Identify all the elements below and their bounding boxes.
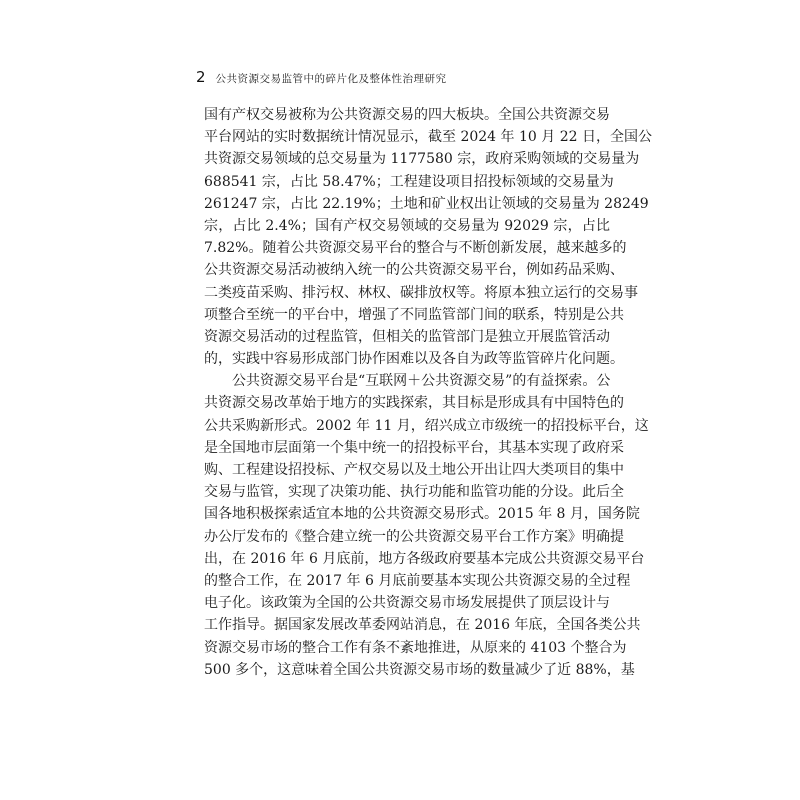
text-line: 共资源交易改革始于地方的实践探索，其目标是形成具有中国特色的 xyxy=(204,395,624,412)
text-line: 是全国地市层面第一个集中统一的招投标平台，其基本实现了政府采 xyxy=(204,439,624,456)
text-line: 资源交易市场的整合工作有条不紊地推进，从原来的 4103 个整合为 xyxy=(204,639,627,656)
text-line: 平台网站的实时数据统计情况显示，截至 2024 年 10 月 22 日，全国公 xyxy=(204,129,652,146)
text-line: 7.82%。随着公共资源交易平台的整合与不断创新发展，越来越多的 xyxy=(204,240,627,257)
text-line: 公共资源交易平台是“互联网＋公共资源交易”的有益探索。公 xyxy=(232,373,611,390)
page-number: 2 xyxy=(196,68,206,86)
text-line: 公共采购新形式。2002 年 11 月，绍兴成立市级统一的招投标平台，这 xyxy=(204,417,649,434)
body-text xyxy=(204,104,652,681)
text-line: 共资源交易领域的总交易量为 1177580 宗，政府采购领域的交易量为 xyxy=(204,151,640,168)
text-line: 购、工程建设招投标、产权交易以及土地公开出让四大类项目的集中 xyxy=(204,462,624,478)
paragraph-1 xyxy=(204,104,652,370)
text-line: 261247 宗，占比 22.19%；土地和矿业权出让领域的交易量为 28249 xyxy=(204,195,649,212)
text-line: 交易与监管，实现了决策功能、执行功能和监管功能的分设。此后全 xyxy=(204,484,624,501)
text-line: 电子化。该政策为全国的公共资源交易市场发展提供了顶层设计与 xyxy=(204,595,610,612)
text-line: 项整合至统一的平台中，增强了不同监管部门间的联系，特别是公共 xyxy=(204,306,624,323)
paragraph-2 xyxy=(204,370,649,681)
text-line: 工作指导。据国家发展改革委网站消息，在 2016 年底，全国各类公共 xyxy=(204,617,641,634)
text-line: 688541 宗，占比 58.47%；工程建设项目招投标领域的交易量为 xyxy=(204,173,614,190)
text-line: 国有产权交易被称为公共资源交易的四大板块。全国公共资源交易 xyxy=(204,107,610,123)
text-line: 二类疫苗采购、排污权、林权、碳排放权等。将原本独立运行的交易事 xyxy=(204,284,638,301)
text-line: 公共资源交易活动被纳入统一的公共资源交易平台，例如药品采购、 xyxy=(204,262,624,279)
text-line: 宗，占比 2.4%；国有产权交易领域的交易量为 92029 宗，占比 xyxy=(204,217,610,234)
text-line: 国各地积极探索适宜本地的公共资源交易形式。2015 年 8 月，国务院 xyxy=(204,506,640,523)
text-line: 的，实践中容易形成部门协作困难以及各自为政等监管碎片化问题。 xyxy=(204,351,624,368)
running-title: 公共资源交易监管中的碎片化及整体性治理研究 xyxy=(215,73,447,85)
text-line: 办公厅发布的《整合建立统一的公共资源交易平台工作方案》明确提 xyxy=(204,528,624,545)
text-line: 500 多个，这意味着全国公共资源交易市场的数量减少了近 88%，基 xyxy=(204,661,635,678)
running-head xyxy=(196,68,447,86)
text-line: 出，在 2016 年 6 月底前，地方各级政府要基本完成公共资源交易平台 xyxy=(204,550,645,567)
text-line: 资源交易活动的过程监管，但相关的监管部门是独立开展监管活动 xyxy=(204,328,610,345)
text-line: 的整合工作，在 2017 年 6 月底前要基本实现公共资源交易的全过程 xyxy=(204,572,631,589)
